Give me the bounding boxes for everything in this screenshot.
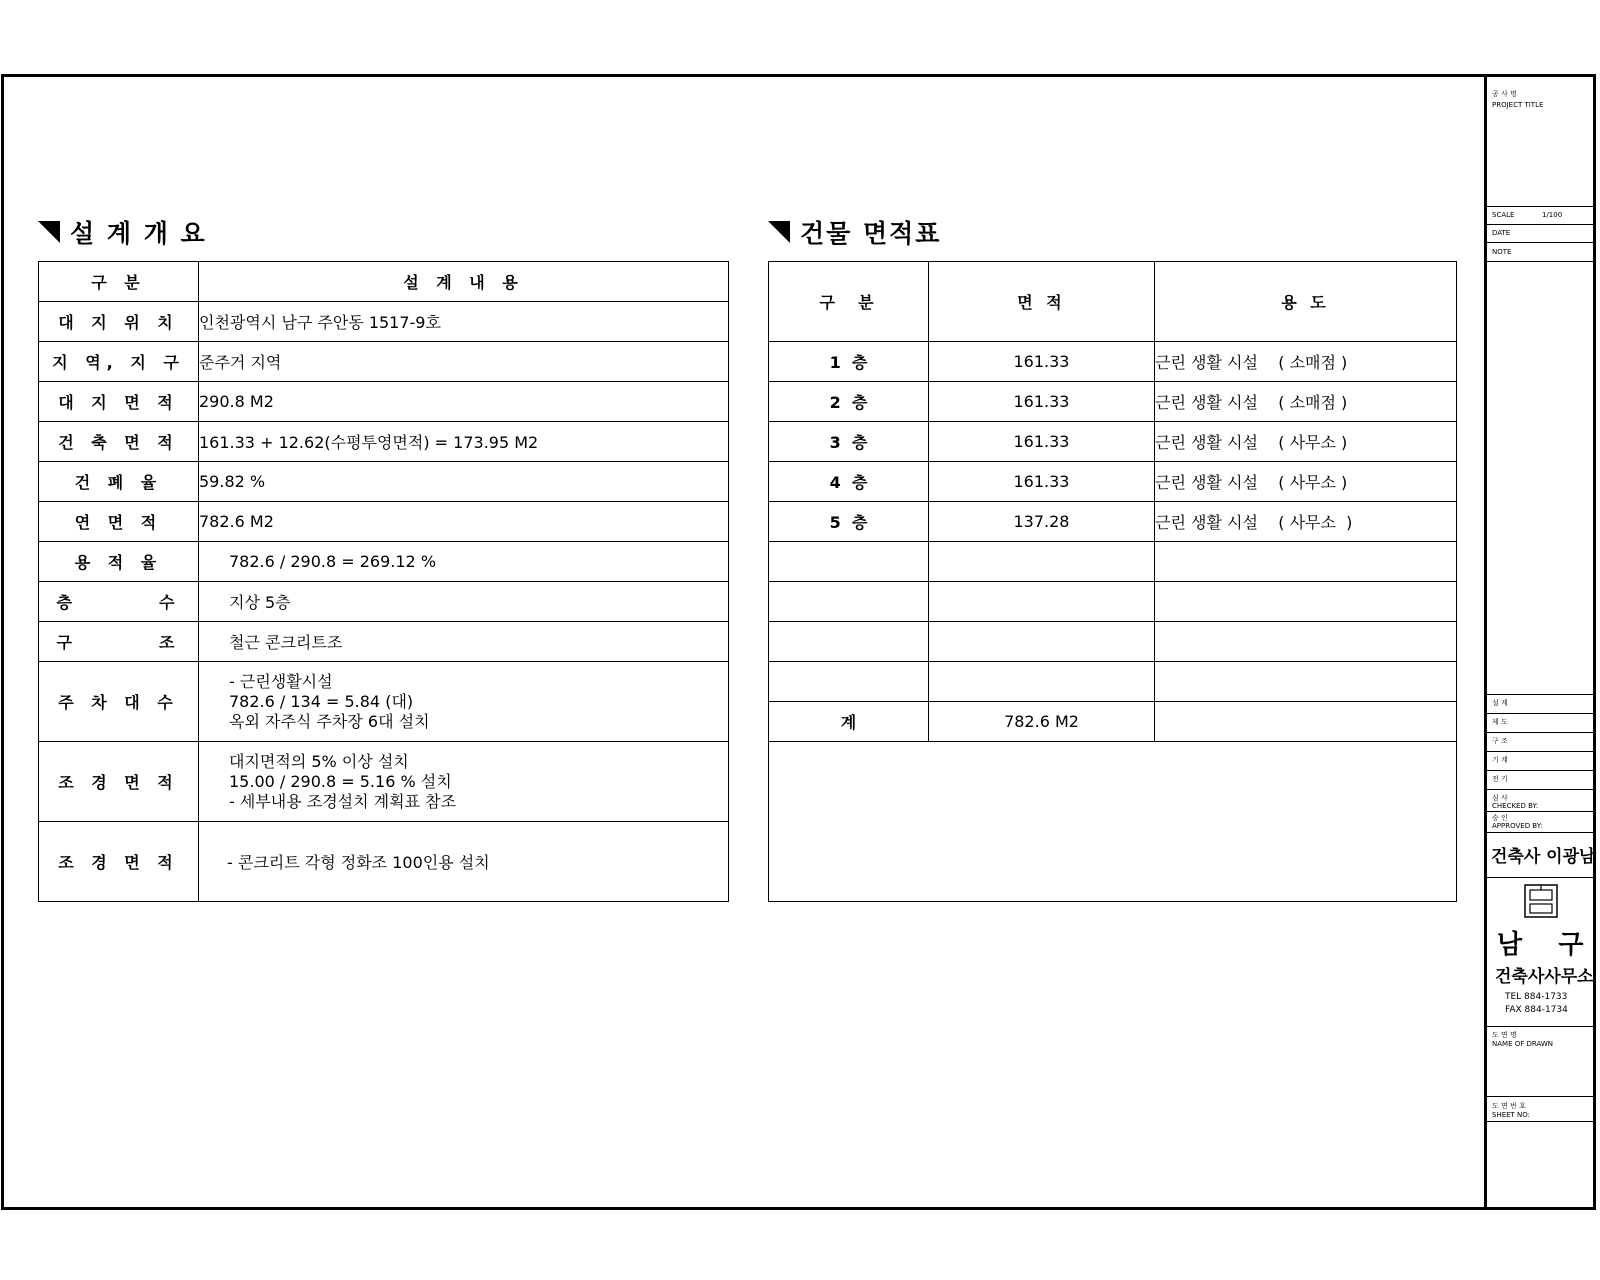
septic-row xyxy=(39,822,729,902)
approved-en: APPROVED BY: xyxy=(1492,822,1543,830)
table-row xyxy=(39,342,729,382)
project-title-kr: 공 사 명 xyxy=(1492,90,1517,98)
area-cell: 161.33 xyxy=(929,422,1155,462)
table-row xyxy=(39,422,729,462)
header-division: 구 분 xyxy=(769,262,929,342)
row-value: 준주거 지역 xyxy=(199,342,729,382)
parking-line: - 근린생활시설 xyxy=(229,671,333,691)
checked-en: CHECKED BY: xyxy=(1492,802,1539,810)
parking-value xyxy=(199,662,729,742)
design-overview-title-text: 설 계 개 요 xyxy=(70,219,207,248)
row-label: 건 폐 율 xyxy=(39,462,199,502)
row-value: 161.33 + 12.62(수평투영면적) = 173.95 M2 xyxy=(199,422,729,462)
firm-name: 남 구 xyxy=(1497,930,1584,960)
floor-cell: 4 층 xyxy=(769,462,929,502)
project-title-en: PROJECT TITLE xyxy=(1492,101,1544,109)
table-row xyxy=(769,502,1457,542)
role-structure: 구 조 xyxy=(1492,737,1508,745)
floor-cell: 1 층 xyxy=(769,342,929,382)
table-row xyxy=(39,462,729,502)
parking-label: 주 차 대 수 xyxy=(39,662,199,742)
checked-kr: 심 사 xyxy=(1492,794,1508,802)
floor-cell: 3 층 xyxy=(769,422,929,462)
row-value: 철근 콘크리트조 xyxy=(199,622,729,662)
design-overview-title xyxy=(38,214,207,250)
area-cell: 137.28 xyxy=(929,502,1155,542)
row-label: 연 면 적 xyxy=(39,502,199,542)
table-row xyxy=(769,422,1457,462)
septic-value: - 콘크리트 각형 정화조 100인용 설치 xyxy=(199,822,729,902)
drawing-name-en: NAME OF DRAWN xyxy=(1492,1040,1554,1048)
blank-area xyxy=(769,742,1457,902)
table-header-row xyxy=(769,262,1457,342)
use-cell: 근린 생활 시설 ( 소매점 ) xyxy=(1155,342,1457,382)
table-row xyxy=(769,462,1457,502)
empty-row xyxy=(769,542,1457,582)
landscape-line: - 세부내용 조경설치 계획표 참조 xyxy=(229,791,457,811)
table-row xyxy=(39,582,729,622)
row-value: 인천광역시 남구 주안동 1517-9호 xyxy=(199,302,729,342)
date-label: DATE xyxy=(1492,229,1511,237)
parking-row xyxy=(39,662,729,742)
triangle-marker-icon xyxy=(38,221,60,243)
triangle-marker-icon xyxy=(768,221,790,243)
row-value: 290.8 M2 xyxy=(199,382,729,422)
header-division: 구 분 xyxy=(39,262,199,302)
firm-office: 건축사사무소 xyxy=(1495,967,1594,987)
header-use: 용 도 xyxy=(1155,262,1457,342)
use-cell: 근린 생활 시설 ( 사무소 ) xyxy=(1155,462,1457,502)
note-label: NOTE xyxy=(1492,248,1512,256)
area-cell: 161.33 xyxy=(929,382,1155,422)
row-label: 용 적 율 xyxy=(39,542,199,582)
landscape-label: 조 경 면 적 xyxy=(39,742,199,822)
header-area: 면 적 xyxy=(929,262,1155,342)
row-label: 대 지 면 적 xyxy=(39,382,199,422)
row-value: 59.82 % xyxy=(199,462,729,502)
floor-cell: 2 층 xyxy=(769,382,929,422)
table-row xyxy=(39,542,729,582)
empty-row xyxy=(769,622,1457,662)
use-cell: 근린 생활 시설 ( 사무소 ) xyxy=(1155,502,1457,542)
landscape-row xyxy=(39,742,729,822)
role-electrical: 전 기 xyxy=(1492,775,1508,783)
title-block xyxy=(1484,74,1596,1210)
row-value: 782.6 M2 xyxy=(199,502,729,542)
row-label: 층 수 xyxy=(39,582,199,622)
parking-line: 옥외 자주식 주차장 6대 설치 xyxy=(229,711,430,731)
empty-row xyxy=(769,662,1457,702)
header-design-content: 설 계 내 용 xyxy=(199,262,729,302)
building-area-table xyxy=(768,261,1457,902)
empty-row xyxy=(769,582,1457,622)
table-header-row xyxy=(39,262,729,302)
septic-label: 조 경 면 적 xyxy=(39,822,199,902)
total-area: 782.6 M2 xyxy=(929,702,1155,742)
table-row xyxy=(39,502,729,542)
area-table-title-text: 건물 면적표 xyxy=(800,219,942,248)
firm-fax: FAX 884-1734 xyxy=(1505,1005,1568,1015)
table-row xyxy=(769,342,1457,382)
area-table-title xyxy=(768,214,941,250)
drawing-name-kr: 도 면 명 xyxy=(1492,1031,1517,1039)
total-row xyxy=(769,702,1457,742)
sheet-no-en: SHEET NO: xyxy=(1492,1111,1531,1119)
scale-label: SCALE xyxy=(1492,211,1515,219)
use-cell: 근린 생활 시설 ( 사무소 ) xyxy=(1155,422,1457,462)
role-mechanical: 기 계 xyxy=(1492,756,1508,764)
table-row xyxy=(39,382,729,422)
parking-line: 782.6 / 134 = 5.84 (대) xyxy=(229,691,414,711)
area-cell: 161.33 xyxy=(929,462,1155,502)
landscape-line: 대지면적의 5% 이상 설치 xyxy=(229,751,409,771)
firm-logo-icon xyxy=(1524,884,1558,918)
scale-value: 1/100 xyxy=(1542,211,1563,219)
role-drafting: 제 도 xyxy=(1492,718,1508,726)
use-cell: 근린 생활 시설 ( 소매점 ) xyxy=(1155,382,1457,422)
row-label: 건 축 면 적 xyxy=(39,422,199,462)
table-row xyxy=(39,302,729,342)
row-value: 지상 5층 xyxy=(199,582,729,622)
role-design: 설 계 xyxy=(1492,699,1508,707)
total-use xyxy=(1155,702,1457,742)
row-label: 구 조 xyxy=(39,622,199,662)
table-row xyxy=(769,382,1457,422)
architect-name: 건축사 이광남 xyxy=(1491,847,1596,867)
design-overview-table xyxy=(38,261,729,902)
landscape-value xyxy=(199,742,729,822)
landscape-line: 15.00 / 290.8 = 5.16 % 설치 xyxy=(229,771,452,791)
row-label: 대 지 위 치 xyxy=(39,302,199,342)
table-row xyxy=(39,622,729,662)
floor-cell: 5 층 xyxy=(769,502,929,542)
approved-kr: 승 인 xyxy=(1492,814,1508,822)
firm-tel: TEL 884-1733 xyxy=(1505,992,1568,1002)
area-cell: 161.33 xyxy=(929,342,1155,382)
row-label: 지 역, 지 구 xyxy=(39,342,199,382)
sheet-no-kr: 도 면 번 호 xyxy=(1492,1102,1526,1110)
row-value: 782.6 / 290.8 = 269.12 % xyxy=(199,542,729,582)
total-label: 계 xyxy=(769,702,929,742)
